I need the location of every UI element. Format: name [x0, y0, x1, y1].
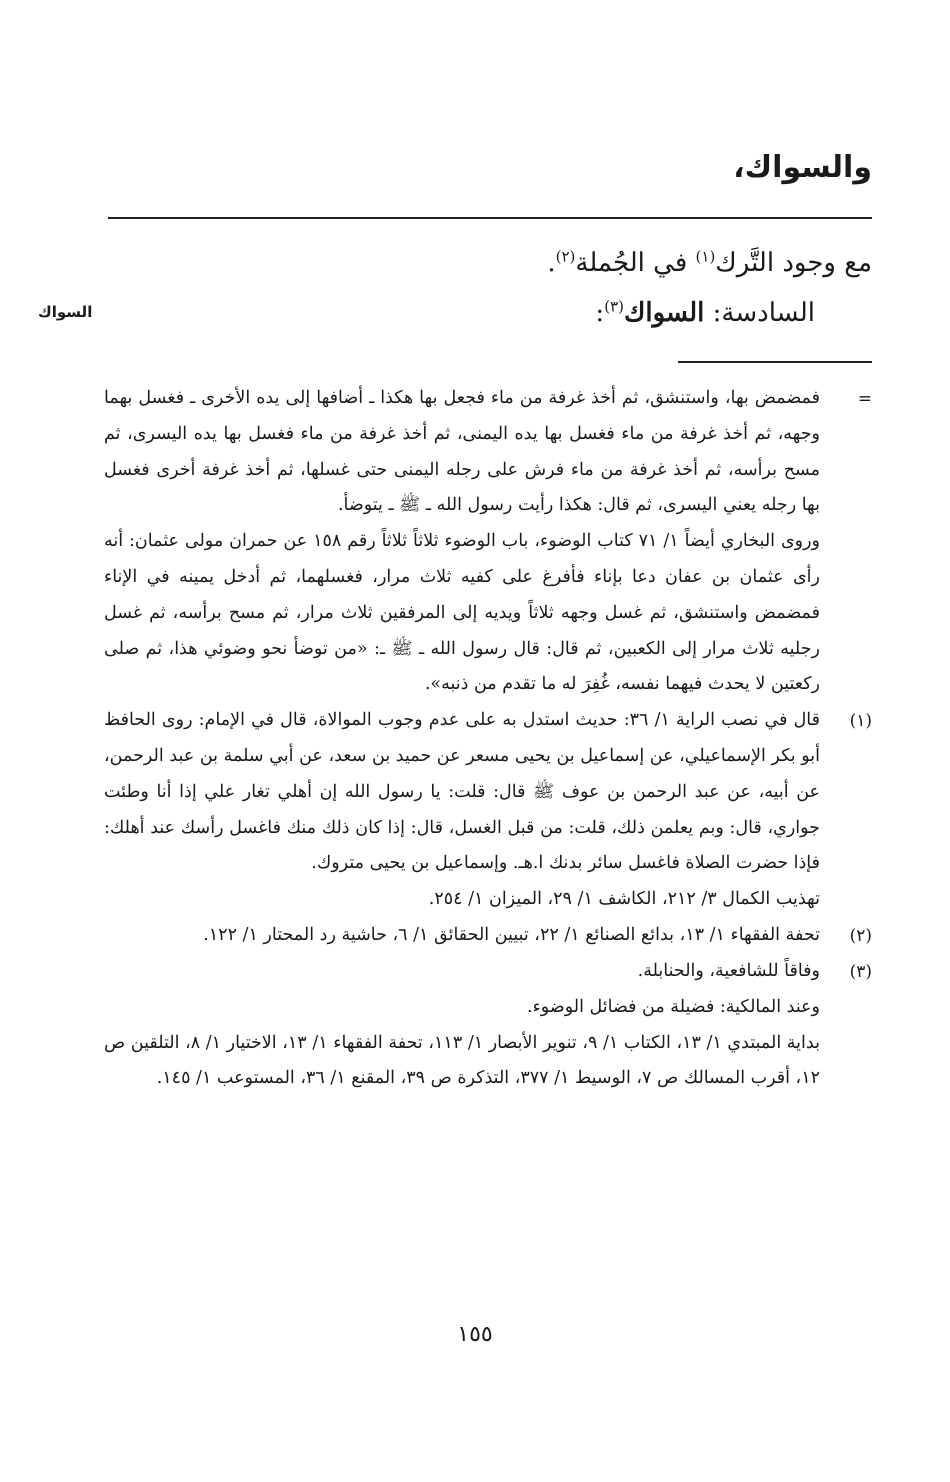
- footnote-continuation: [104, 381, 872, 703]
- footnote-divider: [678, 361, 872, 363]
- main-text: .: [547, 248, 556, 278]
- footnote-paragraph: قال في نصب الراية ١/ ٣٦: حديث استدل به على عدم وجوب الموالاة، قال في الإمام: روى الحافظ أبو بكر الإسماعيلي، عن إسماعيل بن يحيى مسعر عن حميد بن سعد، عن أبي سلمة بن عبد الرحمن، عن أبيه، عن عبد الرحمن بن عوف ﷺ قال: قلت: يا رسول الله إن أهلي تغار علي إذا أنا وطئت جواري، قال: وبم يعلمن ذلك، قلت: من قبل الغسل، قال: إذا كان ذلك منك فاغسل رأسك عند أهلك: فإذا حضرت الصلاة فاغسل سائر بدنك ا.هـ. وإسماعيل بن يحيى متروك.: [104, 710, 820, 874]
- page-number: ١٥٥: [457, 1322, 493, 1347]
- footnote-ref: (٣): [604, 297, 624, 316]
- footnote-ref: (٢): [555, 247, 576, 266]
- footnote-paragraph: وعند المالكية: فضيلة من فضائل الوضوء.: [527, 996, 820, 1017]
- footnote-paragraph: فمضمض بها، واستنشق، ثم أخذ غرفة من ماء فجعل بها هكذا ـ أضافها إلى يده الأخرى ـ فغسل بهما وجهه، ثم أخذ غرفة من ماء فغسل بها يده اليمنى، ثم أخذ غرفة من ماء فغسل بها يده اليسرى، ثم مسح برأسه، ثم أخذ غرفة من ماء فرش على رجله اليمنى حتى غسلها، ثم أخذ غرفة أخرى فغسل بها رجله يعني اليسرى، ثم قال: هكذا رأيت رسول الله ـ ﷺ ـ يتوضأ.: [104, 388, 820, 516]
- main-text-line-2: [595, 298, 815, 328]
- footnote-paragraph: وفاقاً للشافعية، والحنابلة.: [637, 960, 820, 981]
- footnote-1: [104, 703, 872, 918]
- footnote-text: [104, 381, 820, 703]
- section-heading: السواك: [623, 298, 705, 328]
- footnote-text: [104, 954, 820, 1097]
- footnote-3: [104, 954, 872, 1097]
- footnotes-area: [104, 381, 872, 1097]
- main-text: في الجُملة: [575, 248, 696, 278]
- header-divider: [108, 217, 872, 219]
- footnote-number: (١): [849, 711, 872, 732]
- footnote-number: (٢): [849, 925, 872, 946]
- section-prefix: السادسة:: [704, 298, 815, 328]
- footnote-paragraph: بداية المبتدي ١/ ١٣، الكتاب ١/ ٩، تنوير الأبصار ١/ ١١٣، تحفة الفقهاء ١/ ١٣، الاختيار ١/ ٨، التلقين ص ١٢، أقرب المسالك ص ٧، الوسيط ١/ ٣٧٧، التذكرة ص ٣٩، المقنع ١/ ٣٦، المستوعب ١/ ١٤٥.: [104, 1032, 820, 1089]
- running-header: والسواك،: [733, 150, 872, 185]
- main-text: مع وجود التَّرك: [715, 248, 872, 278]
- footnote-number: (٣): [849, 961, 872, 982]
- footnote-ref: (١): [695, 247, 716, 266]
- continuation-mark: =: [857, 389, 872, 409]
- footnote-paragraph: تهذيب الكمال ٣/ ٢١٢، الكاشف ١/ ٢٩، الميزان ١/ ٢٥٤.: [428, 889, 820, 910]
- footnote-text: [104, 703, 820, 918]
- footnote-text: [104, 918, 820, 954]
- main-text-line-1: [547, 248, 872, 278]
- footnote-paragraph: تحفة الفقهاء ١/ ١٣، بدائع الصنائع ١/ ٢٢، تبيين الحقائق ١/ ٦، حاشية رد المحتار ١/ ١٢٢.: [203, 924, 820, 945]
- margin-note: السواك: [38, 303, 93, 321]
- footnote-2: [104, 918, 872, 954]
- footnote-paragraph: وروى البخاري أيضاً ١/ ٧١ كتاب الوضوء، باب الوضوء ثلاثاً ثلاثاً رقم ١٥٨ عن حمران مولى عثمان: أنه رأى عثمان بن عفان دعا بإناء فأفرغ على كفيه ثلاث مرار، فغسلهما، ثم أدخل يمينه في الإناء فمضمض واستنشق، ثم غسل وجهه ثلاثاً ويديه إلى المرفقين ثلاث مرار، ثم مسح برأسه، ثم غسل رجليه ثلاث مرار إلى الكعبين، ثم قال: قال رسول الله ـ ﷺ ـ: «من توضأ نحو وضوئي هذا، ثم صلى ركعتين لا يحدث فيهما نفسه، غُفِرَ له ما تقدم من ذنبه».: [104, 531, 821, 695]
- main-text: :: [595, 298, 605, 328]
